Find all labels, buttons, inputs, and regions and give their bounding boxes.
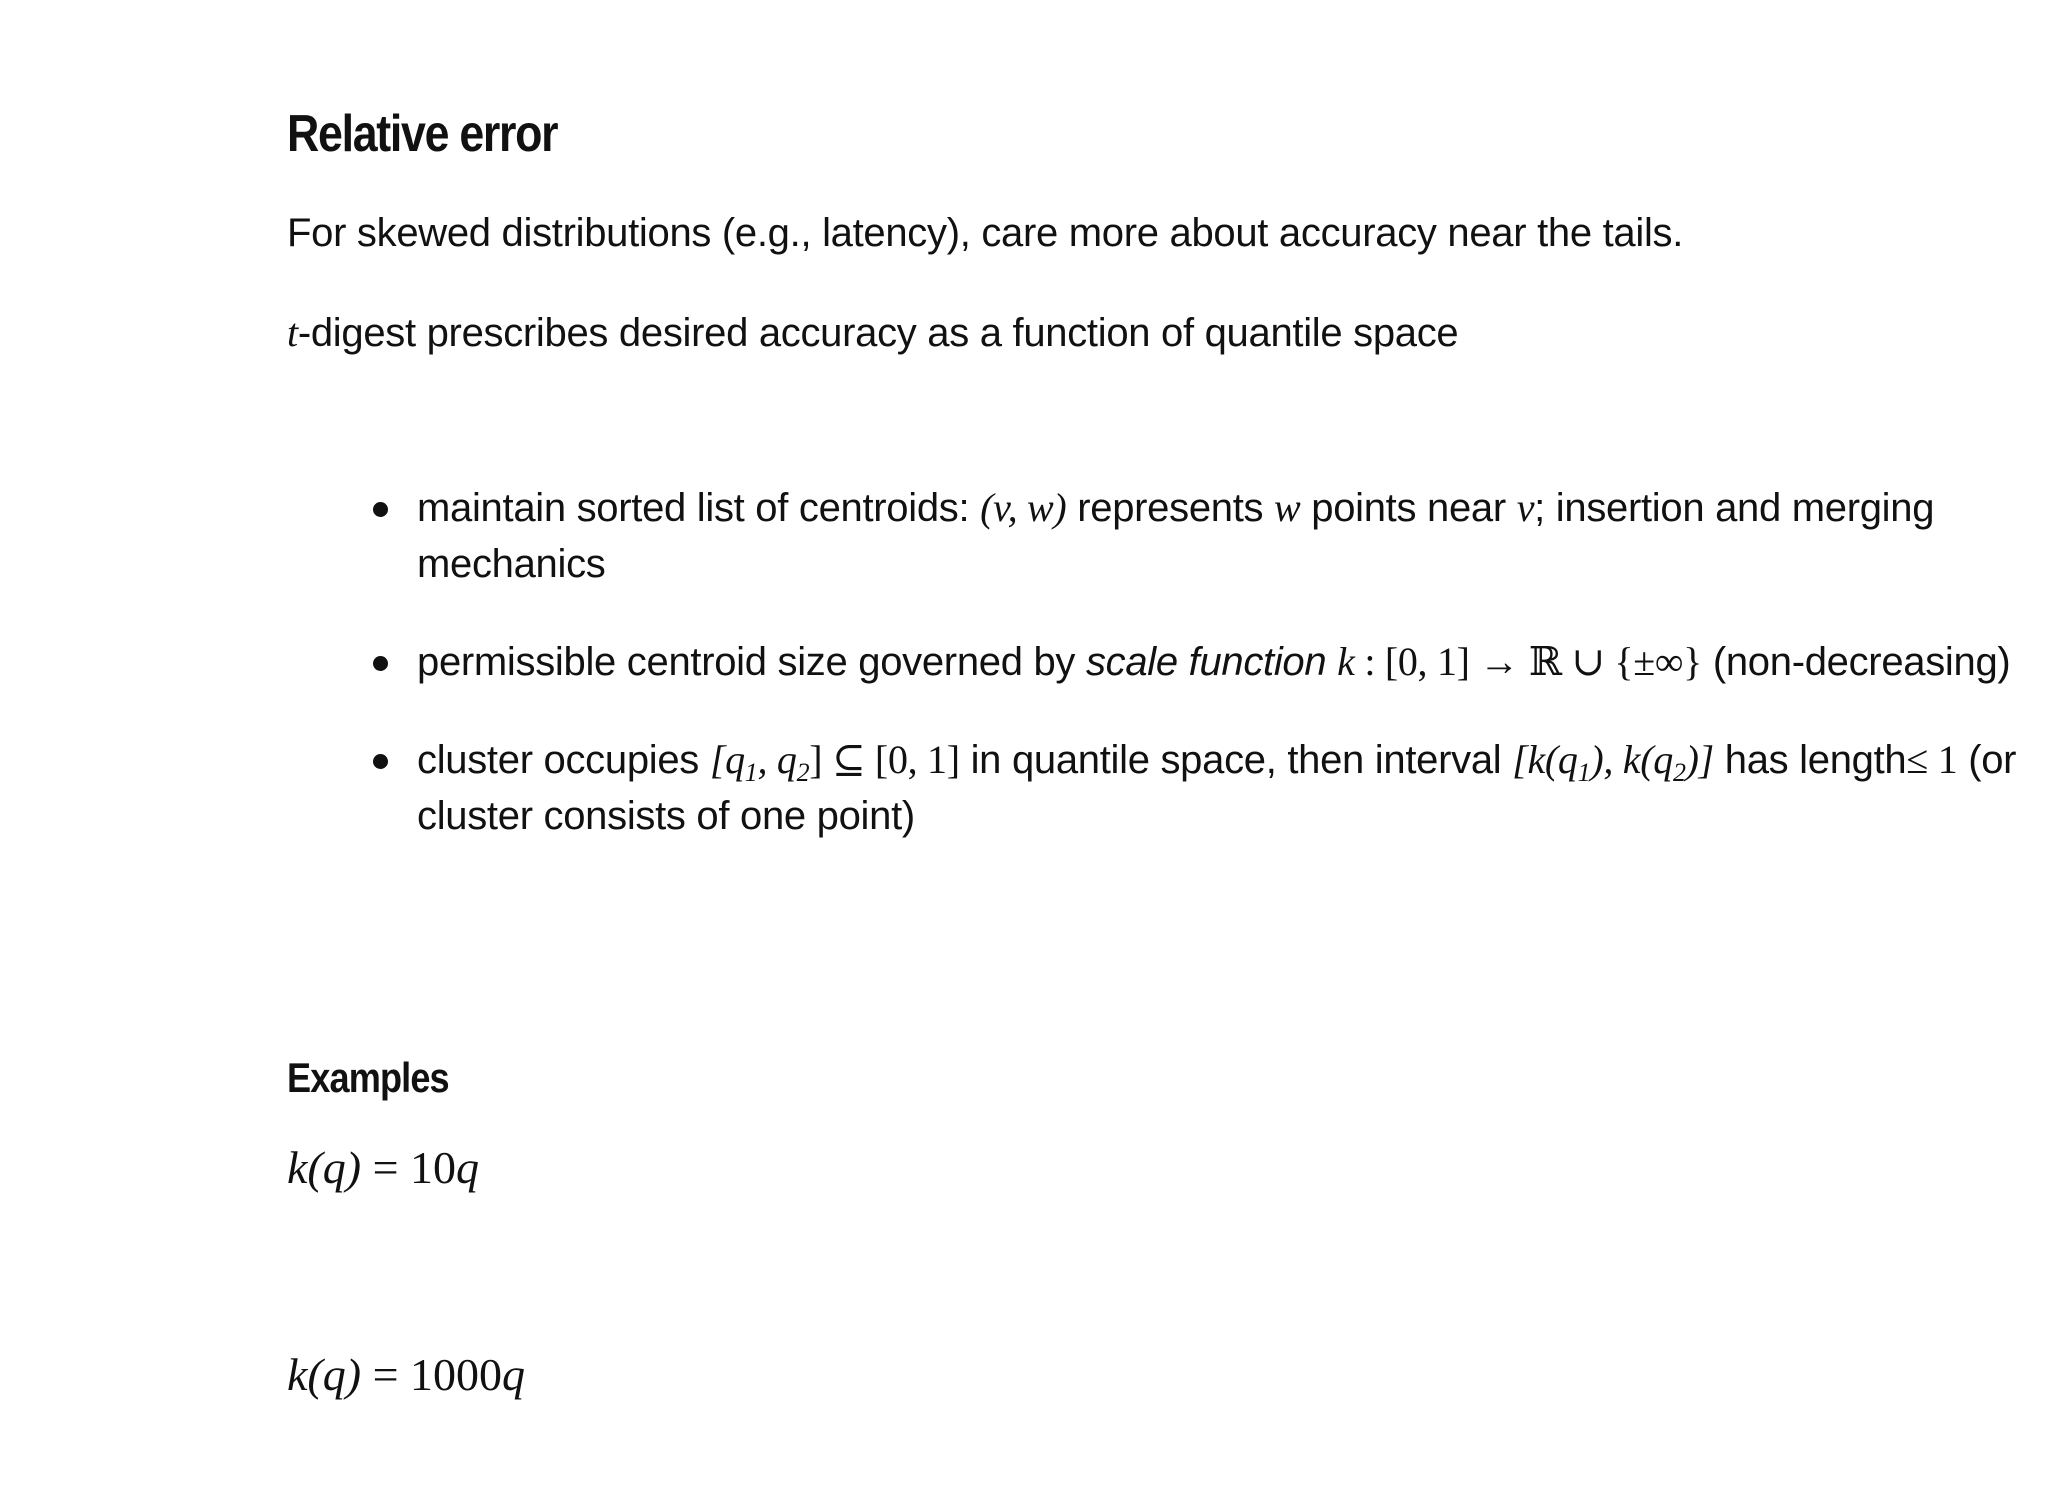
bullet-text: maintain sorted list of centroids: <box>417 486 981 530</box>
bullet-text: (or cluster consists of one point) <box>417 738 2017 838</box>
math-subscript: 2 <box>1672 758 1686 787</box>
math-part: , q <box>757 737 797 782</box>
math-variable: q <box>502 1349 526 1400</box>
page-title: Relative error <box>287 105 558 163</box>
math-t: t <box>287 310 298 355</box>
bullet-dot-icon <box>373 754 388 769</box>
bullet-text: points near <box>1300 486 1517 530</box>
math-part: [k(q <box>1512 737 1578 782</box>
tdigest-text: -digest prescribes desired accuracy as a function of quantile space <box>297 311 1459 355</box>
math-expr <box>1512 737 1714 787</box>
bullet-text: cluster occupies <box>417 738 710 782</box>
math-part: [q <box>709 737 745 782</box>
math-subscript: 1 <box>744 758 758 787</box>
math-subscript: 2 <box>796 758 810 787</box>
math-lhs: k(q) <box>287 1349 362 1400</box>
emphasis-text: scale function <box>1085 640 1327 684</box>
math-expr: ≤ 1 <box>1906 737 1958 782</box>
math-expr: k <box>1337 639 1355 684</box>
tdigest-paragraph <box>287 305 1458 361</box>
math-subscript: 1 <box>1577 758 1591 787</box>
bullet-text <box>1326 640 1337 684</box>
bullet-text: (non-decreasing) <box>1702 640 2011 684</box>
equation-2 <box>287 1347 525 1401</box>
math-expr <box>709 737 960 787</box>
math-expr: (v, w) <box>980 485 1067 530</box>
equation-1 <box>287 1140 479 1194</box>
bullet-dot-icon <box>373 502 388 517</box>
math-coefficient: 1000 <box>410 1349 503 1400</box>
math-variable: q <box>456 1142 480 1193</box>
math-expr: w <box>1274 485 1301 530</box>
list-item-scale-function <box>287 634 2017 690</box>
bullet-dot-icon <box>373 656 388 671</box>
bullet-text: has length <box>1713 738 1907 782</box>
bullet-text: represents <box>1066 486 1275 530</box>
bullet-text: ; insertion and merging mechanics <box>417 486 1935 586</box>
list-item-cluster <box>287 732 2017 844</box>
math-equals: = <box>361 1142 411 1193</box>
math-coefficient: 10 <box>410 1142 457 1193</box>
bullet-list <box>287 480 2017 886</box>
bullet-text: in quantile space, then interval <box>959 738 1513 782</box>
math-part: )] <box>1685 737 1714 782</box>
math-expr: v <box>1516 485 1535 530</box>
math-lhs: k(q) <box>287 1142 362 1193</box>
math-part: ), k(q <box>1590 737 1673 782</box>
math-expr: : [0, 1] → ℝ ∪ {±∞} <box>1354 639 1703 684</box>
examples-heading: Examples <box>287 1054 449 1101</box>
math-equals: = <box>361 1349 411 1400</box>
math-part: ] ⊆ [0, 1] <box>809 737 960 782</box>
list-item-centroids <box>287 480 2017 592</box>
bullet-text: permissible centroid size governed by <box>417 640 1086 684</box>
intro-paragraph: For skewed distributions (e.g., latency), care more about accuracy near the tails. <box>287 211 1684 255</box>
